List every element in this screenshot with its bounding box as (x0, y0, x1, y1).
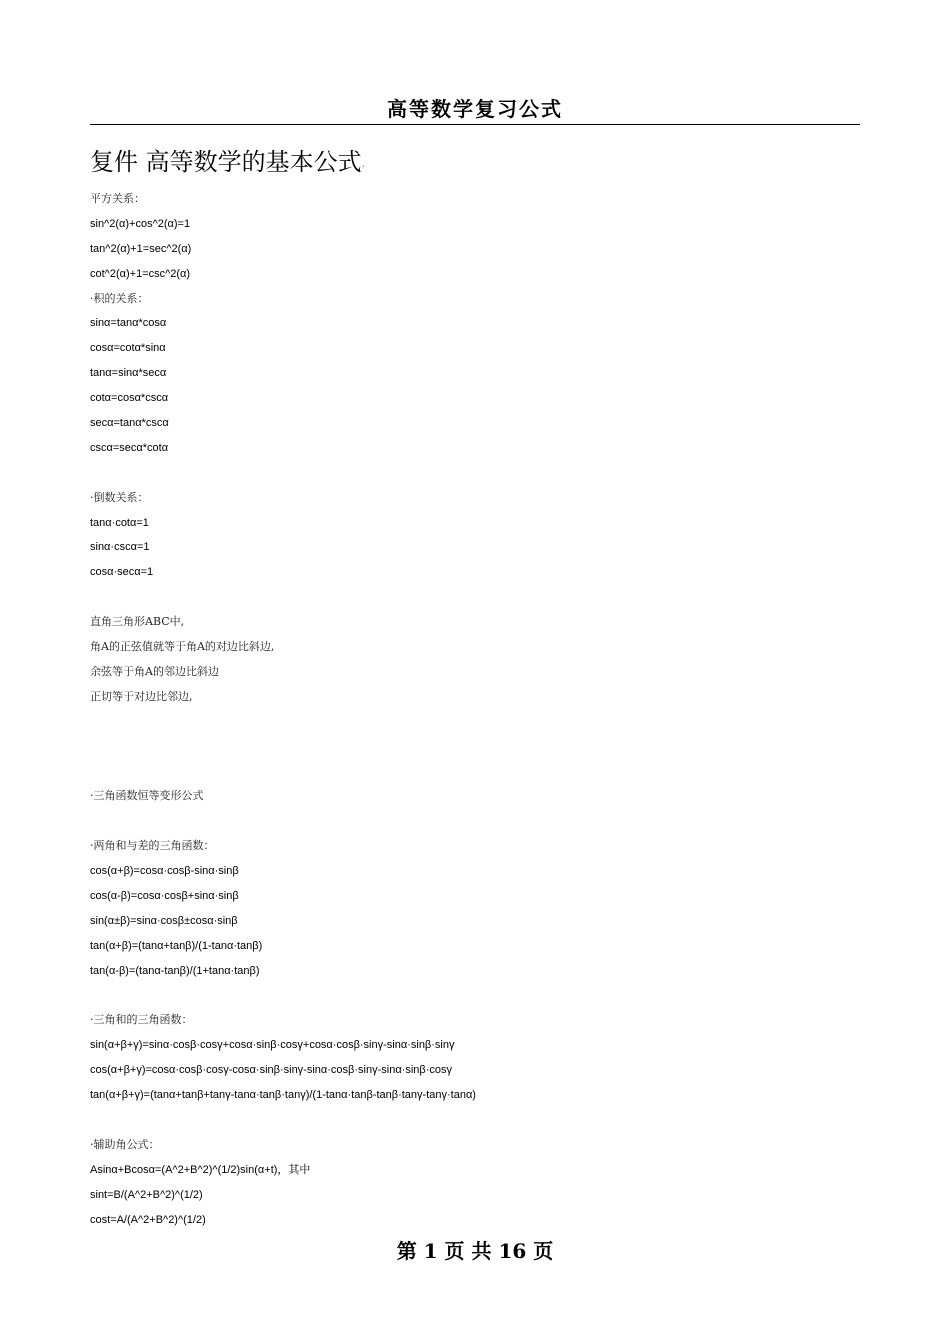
formula-line: secα=tanα*cscα (90, 417, 169, 430)
formula-line: sin(α±β)=sinα·cosβ±cosα·sinβ (90, 914, 238, 927)
section-text-line: ·两角和与差的三角函数： (90, 839, 215, 853)
formula-line: sint=B/(A^2+B^2)^(1/2) (90, 1188, 203, 1201)
formula-line: Asinα+Bcosα=(A^2+B^2)^(1/2)sin(α+t)，其中 (90, 1163, 311, 1176)
blank-line (90, 809, 860, 834)
formula-line: cos(α+β)=cosα·cosβ-sinα·sinβ (90, 865, 239, 878)
title-mark: · (361, 162, 365, 173)
formula-list (90, 187, 860, 1232)
formula-line: cscα=secα*cotα (90, 441, 169, 454)
document-title (90, 145, 365, 185)
blank-line (90, 759, 860, 784)
page-header-title: 高等数学复习公式 (387, 97, 563, 121)
formula-line: cos(α+β+γ)=cosα·cosβ·cosγ-cosα·sinβ·sinγ-sinα·cosβ·sinγ-sinα·sinβ·cosγ (90, 1064, 453, 1077)
formula-line: sin^2(α)+cos^2(α)=1 (90, 217, 191, 230)
formula-line: cosα·secα=1 (90, 566, 154, 579)
section-text-line: ·三角和的三角函数： (90, 1013, 193, 1027)
section-text-line: 平方关系： (90, 192, 145, 205)
blank-line (90, 461, 860, 486)
blank-line (90, 984, 860, 1009)
page-footer: 第 1 页 共 16 页 (396, 1239, 554, 1263)
section-text-line: 余弦等于角A的邻边比斜边 (90, 664, 219, 678)
section-text-line: ·辅助角公式： (90, 1137, 160, 1151)
formula-line: tan^2(α)+1=sec^2(α) (90, 242, 192, 255)
header-rule (90, 124, 860, 125)
formula-line: cost=A/(A^2+B^2)^(1/2) (90, 1213, 206, 1226)
formula-line: tanα·cotα=1 (90, 516, 149, 529)
formula-line: tan(α+β+γ)=(tanα+tanβ+tanγ-tanα·tanβ·tanγ)/(1-tanα·tanβ-tanβ·tanγ-tanγ·tanα) (90, 1089, 476, 1102)
section-text-line: ·积的关系： (90, 291, 149, 305)
formula-line: tan(α-β)=(tanα-tanβ)/(1+tanα·tanβ) (90, 964, 260, 977)
formula-line: cosα=cotα*sinα (90, 342, 166, 355)
blank-line (90, 585, 860, 610)
formula-line: tanα=sinα*secα (90, 367, 167, 380)
formula-line: tan(α+β)=(tanα+tanβ)/(1-tanα·tanβ) (90, 939, 263, 952)
formula-line: sinα=tanα*cosα (90, 317, 167, 330)
document-title-text: 复件 高等数学的基本公式 (90, 148, 362, 176)
section-text-line: 角A的正弦值就等于角A的对边比斜边, (90, 640, 275, 654)
section-text-line: 正切等于对边比邻边, (90, 689, 193, 703)
formula-line: cotα=cosα*cscα (90, 392, 169, 405)
section-text-line: 直角三角形ABC中, (90, 615, 185, 629)
formula-line: sinα·cscα=1 (90, 541, 150, 554)
blank-line (90, 735, 860, 760)
blank-line (90, 710, 860, 735)
blank-line (90, 1108, 860, 1133)
section-text-line: ·倒数关系： (90, 490, 149, 504)
formula-line: sin(α+β+γ)=sinα·cosβ·cosγ+cosα·sinβ·cosγ+cosα·cosβ·sinγ-sinα·sinβ·sinγ (90, 1039, 455, 1052)
formula-line: cot^2(α)+1=csc^2(α) (90, 267, 191, 280)
section-text-line: ·三角函数恒等变形公式 (90, 789, 204, 803)
formula-line: cos(α-β)=cosα·cosβ+sinα·sinβ (90, 889, 239, 902)
